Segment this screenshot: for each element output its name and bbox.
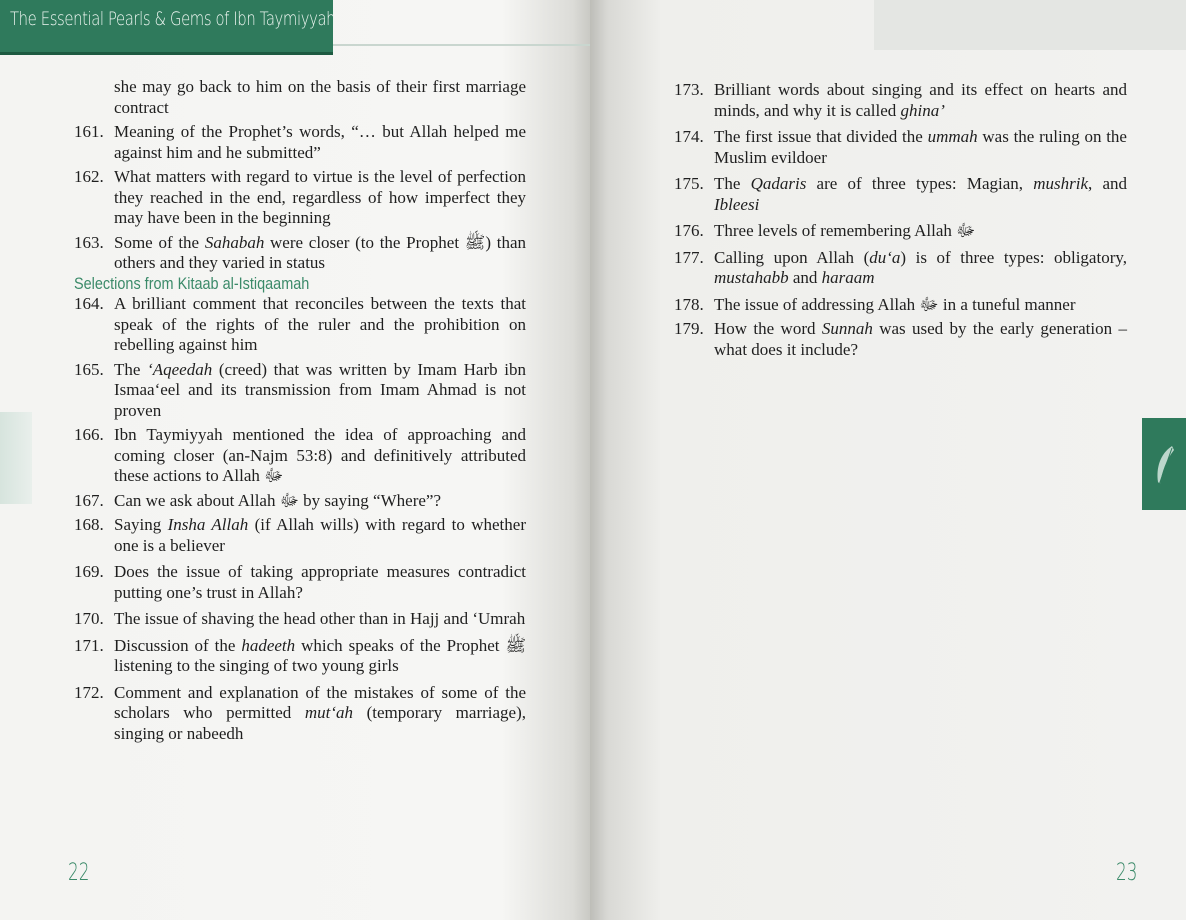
- toc-text-italic: mut‘ah: [304, 703, 354, 722]
- toc-text-part: were closer (to the Prophet ﷺ) than others and they varied in status: [114, 232, 526, 272]
- toc-item: [674, 174, 1127, 215]
- toc-text-part: which speaks of the Prophet ﷺ listening to the singing of two young girls: [114, 635, 526, 675]
- toc-item-number: 168.: [74, 515, 104, 534]
- toc-item: [74, 122, 526, 163]
- toc-text-part: was the ruling on the Muslim evildoer: [714, 127, 1127, 167]
- toc-text-italic: Sahabah: [204, 232, 265, 252]
- toc-item: [74, 491, 526, 512]
- toc-item: [674, 221, 1127, 242]
- toc-item-number: 166.: [74, 425, 104, 444]
- toc-item-text: she may go back to him on the basis of their first marriage contract: [114, 77, 526, 117]
- toc-item: [74, 360, 526, 422]
- toc-item: [74, 77, 526, 118]
- toc-item-text: Meaning of the Prophet’s words, “… but Allah helped me against him and he submitted”: [114, 122, 526, 162]
- toc-text-italic: hadeeth: [241, 635, 296, 655]
- toc-item: [74, 683, 526, 745]
- toc-item-number: 174.: [674, 127, 704, 146]
- toc-item: [674, 127, 1127, 168]
- toc-text-part: The: [114, 359, 148, 379]
- toc-text-part: are of three types: Magian,: [806, 174, 1034, 193]
- toc-text-italic: du‘a: [869, 247, 901, 267]
- toc-text-part: Saying: [114, 515, 168, 534]
- page-number-left: 22: [68, 858, 90, 886]
- toc-item-number: 162.: [74, 167, 104, 186]
- toc-text-part: and: [788, 268, 822, 287]
- toc-item-text: Three levels of remembering Allah ﷻ: [714, 221, 976, 240]
- toc-text-italic: Sunnah: [821, 319, 873, 338]
- toc-text-italic: mushrik: [1033, 174, 1088, 193]
- toc-item: [674, 248, 1127, 289]
- toc-item: [74, 167, 526, 229]
- toc-item-text: Ibn Taymiyyah mentioned the idea of approaching and coming closer (an-Najm 53:8) and definitively attributed these actions to Allah ﷻ: [114, 425, 526, 485]
- toc-item-number: 176.: [674, 221, 704, 240]
- toc-text-part: , and: [1088, 174, 1127, 193]
- running-header-band: [0, 0, 336, 55]
- toc-text-italic: haraam: [821, 268, 875, 287]
- toc-item-number: 177.: [674, 247, 704, 267]
- toc-text-italic: mustahabb: [714, 268, 789, 287]
- toc-text-part: was used by the early generation – what does it include?: [714, 319, 1127, 359]
- toc-item-text: The issue of shaving the head other than in Hajj and ‘Umrah: [114, 609, 526, 628]
- toc-text-part: (temporary marriage), singing or nabeedh: [114, 703, 526, 743]
- toc-text-italic: Insha Allah: [167, 515, 249, 534]
- toc-text-part: (creed) that was written by Imam Harb ibn Ismaa‘eel and its transmission from Imam Ahmad is not proven: [114, 359, 527, 420]
- header-band-faint: [874, 0, 1186, 50]
- toc-text-part: Discussion of the: [114, 635, 242, 655]
- toc-list-left: [74, 77, 526, 744]
- side-tab-decoration: [1142, 418, 1186, 510]
- toc-text-italic: ‘Aqeedah: [147, 359, 213, 379]
- toc-item-number: 178.: [674, 294, 704, 314]
- toc-item-number: 165.: [74, 359, 104, 379]
- toc-item: [74, 636, 526, 677]
- toc-item-number: 173.: [674, 80, 704, 99]
- toc-item: [74, 609, 526, 630]
- page-number-right: 23: [1116, 858, 1138, 886]
- toc-text-part: Brilliant words about singing and its effect on hearts and minds, and why it is called: [714, 80, 1127, 120]
- toc-text-part: Comment and explanation of the mistakes of some of the scholars who permitted: [114, 682, 526, 722]
- toc-text-part: How the word: [714, 319, 822, 338]
- toc-item-number: 172.: [74, 682, 104, 702]
- section-heading: Selections from Kitaab al-Istiqaamah: [74, 273, 310, 293]
- toc-item: [74, 425, 526, 487]
- toc-item: [74, 294, 526, 356]
- toc-list-right: [674, 80, 1127, 360]
- toc-item: [74, 515, 526, 556]
- toc-text-italic: Ibleesi: [714, 194, 760, 214]
- toc-text-part: (if Allah wills) with regard to whether one is a believer: [114, 515, 526, 555]
- toc-text-part: The first issue that divided the: [714, 127, 928, 146]
- toc-item-number: 170.: [74, 609, 104, 628]
- toc-item: [674, 80, 1127, 121]
- toc-item-text: Does the issue of taking appropriate measures contradict putting one’s trust in Allah?: [114, 562, 526, 602]
- toc-text-italic: ummah: [927, 127, 978, 146]
- right-page: [590, 0, 1186, 920]
- toc-item-number: 175.: [674, 174, 704, 193]
- toc-item-number: 171.: [74, 635, 104, 655]
- feather-icon: [1152, 444, 1178, 488]
- toc-item-number: 167.: [74, 490, 104, 510]
- toc-item: [674, 295, 1127, 316]
- toc-text-part: ) is of three types: obligatory,: [900, 247, 1128, 267]
- toc-item: [74, 233, 526, 274]
- toc-item-number: 161.: [74, 122, 104, 141]
- toc-item-number: 163.: [74, 232, 104, 252]
- toc-item-text: A brilliant comment that reconciles between the texts that speak of the rights of the ruler and the prohibition on rebelling against him: [114, 294, 526, 354]
- toc-text-italic: ghina’: [900, 100, 945, 120]
- left-page: [0, 0, 590, 920]
- toc-item: [674, 319, 1127, 360]
- side-tab-decoration: [0, 412, 32, 504]
- header-rule: [333, 44, 590, 46]
- running-header-title: The Essential Pearls & Gems of Ibn Taymiyyah: [10, 8, 336, 30]
- toc-text-italic: Qadaris: [750, 174, 807, 193]
- toc-item-text: The issue of addressing Allah ﷻ in a tuneful manner: [714, 294, 1076, 314]
- toc-text-part: Calling upon Allah (: [714, 247, 870, 267]
- toc-item-number: 179.: [674, 319, 704, 338]
- toc-item: [74, 562, 526, 603]
- toc-item-text: Can we ask about Allah ﷻ by saying “Where”?: [114, 490, 441, 510]
- toc-text-part: The: [714, 174, 751, 193]
- toc-item-number: 164.: [74, 294, 104, 313]
- toc-item-text: What matters with regard to virtue is the level of perfection they reached in the end, regardless of how imperfect they may have been in the beginning: [114, 167, 526, 227]
- toc-text-part: Some of the: [114, 232, 205, 252]
- toc-item-number: 169.: [74, 562, 104, 581]
